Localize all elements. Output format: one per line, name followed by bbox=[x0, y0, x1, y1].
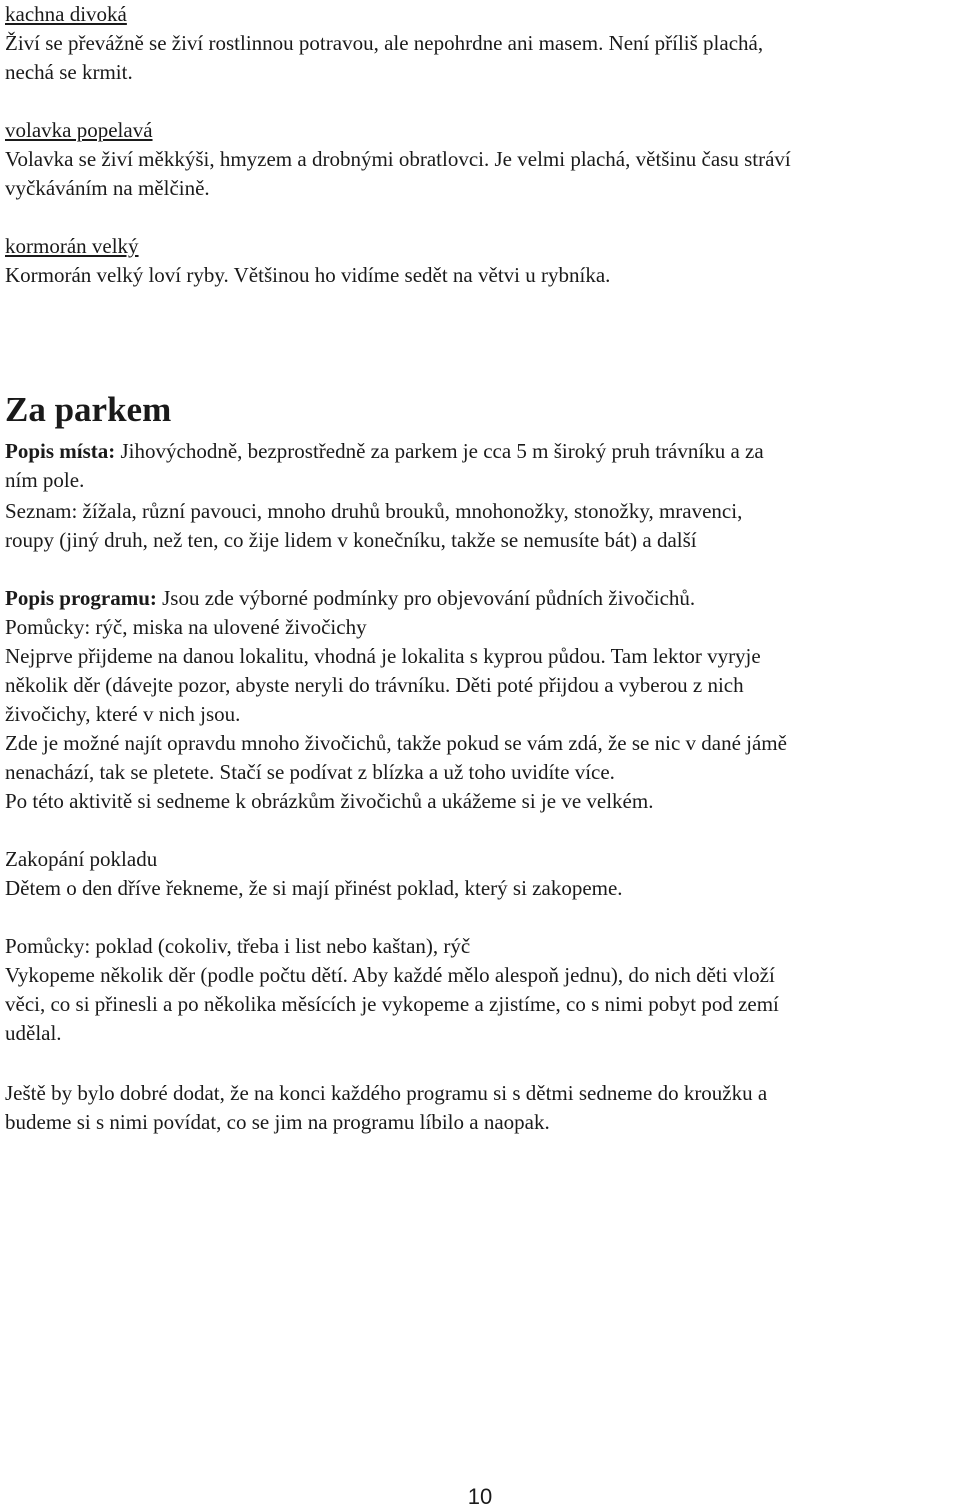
page-number: 10 bbox=[467, 1484, 493, 1509]
program-line: Nejprve přijdeme na danou lokalitu, vhodná je lokalita s kyprou půdou. Tam lektor vyryje bbox=[5, 644, 761, 668]
program-line: Pomůcky: rýč, miska na ulovené živočichy bbox=[5, 615, 367, 639]
popis-mista-line bbox=[5, 437, 764, 466]
animal-name-kachna: kachna divoká bbox=[5, 2, 127, 26]
animal-desc-line: nechá se krmit. bbox=[5, 60, 133, 84]
program-line: Po této aktivitě si sedneme k obrázkům živočichů a ukážeme si je ve velkém. bbox=[5, 789, 654, 813]
pomucky-line: věci, co si přinesli a po několika měsících je vykopeme a zjistíme, co s nimi pobyt pod zemí bbox=[5, 992, 779, 1016]
section-heading: Za parkem bbox=[5, 390, 172, 429]
animal-desc-line: vyčkáváním na mělčině. bbox=[5, 176, 210, 200]
seznam-line: roupy (jiný druh, než ten, co žije lidem v konečníku, takže se nemusíte bát) a další bbox=[5, 528, 697, 552]
popis-programu-label: Popis programu: bbox=[5, 586, 157, 610]
popis-programu-line bbox=[5, 584, 695, 613]
animal-desc-line: Živí se převážně se živí rostlinnou potravou, ale nepohrdne ani masem. Není příliš plachá, bbox=[5, 31, 764, 55]
popis-programu-text: Jsou zde výborné podmínky pro objevování půdních živočichů. bbox=[156, 586, 696, 610]
pokladu-line: Dětem o den dříve řekneme, že si mají přinést poklad, který si zakopeme. bbox=[5, 876, 623, 900]
pomucky-line: Vykopeme několik děr (podle počtu dětí. Aby každé mělo alespoň jednu), do nich děti vloží bbox=[5, 963, 775, 987]
program-line: několik děr (dávejte pozor, abyste neryli do trávníku. Děti poté přijdou a vyberou z nich bbox=[5, 673, 744, 697]
animal-name-volavka: volavka popelavá bbox=[5, 118, 153, 142]
zaver-line: Ještě by bylo dobré dodat, že na konci každého programu si s dětmi sedneme do kroužku a bbox=[5, 1081, 768, 1105]
popis-mista-line: ním pole. bbox=[5, 468, 85, 492]
popis-mista-text: Jihovýchodně, bezprostředně za parkem je cca 5 m široký pruh trávníku a za bbox=[115, 439, 764, 463]
program-line: živočichy, které v nich jsou. bbox=[5, 702, 241, 726]
program-line: nenachází, tak se pletete. Stačí se podívat z blízka a už toho uvidíte více. bbox=[5, 760, 615, 784]
program-line: Zde je možné najít opravdu mnoho živočichů, takže pokud se vám zdá, že se nic v dané jámě bbox=[5, 731, 787, 755]
animal-desc-line: Volavka se živí měkkýši, hmyzem a drobnými obratlovci. Je velmi plachá, většinu času stráví bbox=[5, 147, 791, 171]
pokladu-title: Zakopání pokladu bbox=[5, 847, 158, 871]
pomucky-line: Pomůcky: poklad (cokoliv, třeba i list nebo kaštan), rýč bbox=[5, 934, 471, 958]
popis-mista-label: Popis místa: bbox=[5, 439, 116, 463]
pomucky-line: udělal. bbox=[5, 1021, 62, 1045]
animal-name-kormoran: kormorán velký bbox=[5, 234, 139, 258]
zaver-line: budeme si s nimi povídat, co se jim na programu líbilo a naopak. bbox=[5, 1110, 550, 1134]
animal-desc-line: Kormorán velký loví ryby. Většinou ho vidíme sedět na větvi u rybníka. bbox=[5, 263, 611, 287]
seznam-line: Seznam: žížala, různí pavouci, mnoho druhů brouků, mnohonožky, stonožky, mravenci, bbox=[5, 499, 743, 523]
